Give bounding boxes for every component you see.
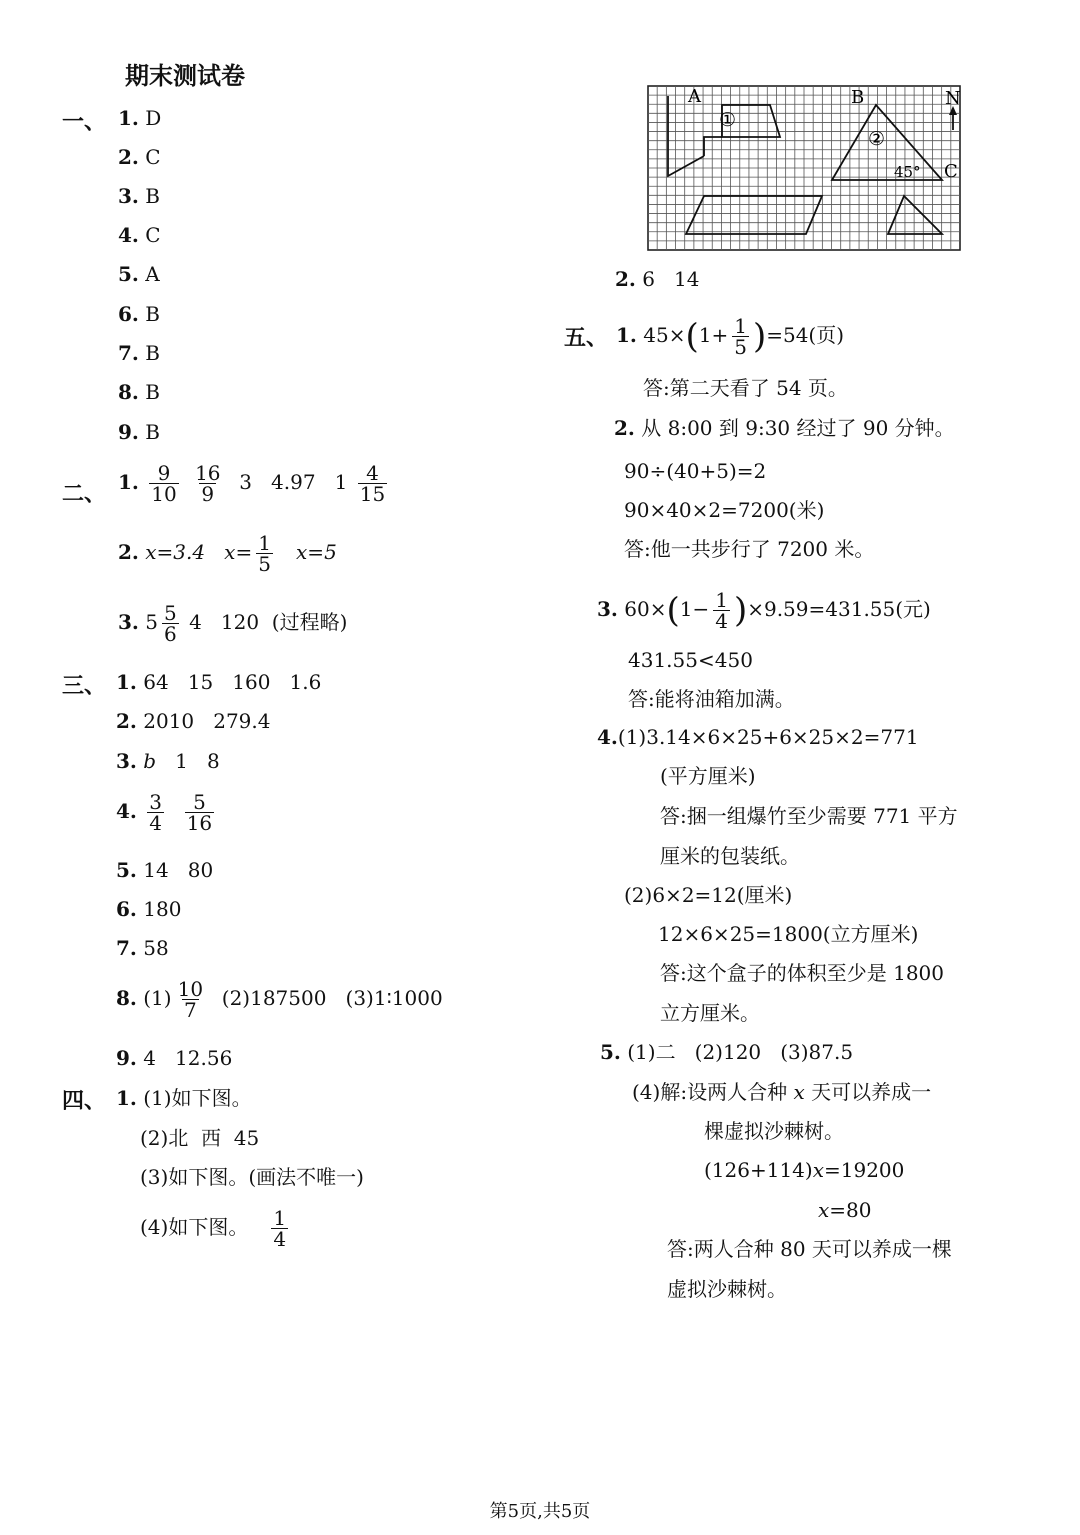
- page-footer: 第5页,共5页: [489, 1501, 591, 1522]
- answer-2-2: 2. x=3.4 x= $\frac{1}{5}$ x=5: [118, 531, 337, 576]
- answer-5-5: 5. (1)二 (2)120 (3)87.5: [600, 1040, 854, 1064]
- answer-5-4: 4.(1)3.14×6×25+6×25×2=771: [597, 725, 919, 749]
- answer-5-4-l8: 立方厘米。: [660, 1001, 760, 1025]
- answer-5-4-l7: 答:这个盒子的体积至少是 1800: [660, 961, 944, 985]
- fraction: $\frac{1}{4}$: [273, 1206, 287, 1251]
- answer-3-2: 2. 2010 279.4: [116, 709, 271, 733]
- answer-5-5-l3: 棵虚拟沙棘树。: [704, 1119, 844, 1143]
- fraction: $\frac{4}{15}$: [359, 461, 386, 506]
- answer-3-7: 7. 58: [116, 936, 169, 960]
- section-label-5: 五、: [564, 325, 609, 351]
- answer-5-4-l4: 厘米的包装纸。: [660, 844, 800, 868]
- shape-2: [832, 105, 942, 180]
- list-item: 6. B: [118, 302, 160, 326]
- fraction: $\frac{9}{10}$: [151, 461, 177, 506]
- answer-3-6: 6. 180: [116, 897, 182, 921]
- answer-5-4-l5: (2)6×2=12(厘米): [624, 883, 793, 907]
- marker-2: ②: [868, 128, 886, 150]
- list-item: 2. C: [118, 145, 161, 169]
- answer-3-4: 4. $\frac{3}{4}$ $\frac{5}{16}$: [116, 790, 213, 835]
- fraction: $\frac{1}{4}$: [715, 588, 728, 633]
- grid-figure: [646, 84, 962, 252]
- section-label-4: 四、: [62, 1088, 107, 1114]
- angle-label: 45°: [894, 163, 921, 181]
- list-item: 3. B: [118, 184, 160, 208]
- answer-2-1: 1. $\frac{9}{10}$ $\frac{16}{9}$ 3 4.97 1 $\frac{4}{15}$: [118, 461, 386, 506]
- list-item: 8. B: [118, 380, 160, 404]
- answer-5-4-l3: 答:捆一组爆竹至少需要 771 平方: [660, 804, 958, 828]
- list-item: 1. D: [118, 106, 162, 130]
- answer-5-2-l4: 答:他一共步行了 7200 米。: [624, 537, 875, 561]
- answer-4-1-2: (2)北 西 45: [140, 1126, 260, 1150]
- answer-5-5-l2: (4)解:设两人合种 x 天可以养成一: [632, 1080, 932, 1104]
- answer-5-5-l6: 答:两人合种 80 天可以养成一棵: [667, 1237, 952, 1261]
- answer-5-2-l3: 90×40×2=7200(米): [624, 498, 825, 522]
- fraction: $\frac{3}{4}$: [149, 790, 162, 835]
- answer-3-1: 1. 64 15 160 1.6: [116, 670, 322, 694]
- answer-5-5-l5: x=80: [818, 1198, 872, 1222]
- list-item: 7. B: [118, 341, 160, 365]
- answer-3-9: 9. 4 12.56: [116, 1046, 233, 1070]
- list-item: 4. C: [118, 223, 161, 247]
- fraction: $\frac{10}{7}$: [177, 977, 204, 1022]
- answer-3-3: 3. b 1 8: [116, 749, 220, 773]
- answer-5-5-l7: 虚拟沙棘树。: [667, 1277, 787, 1301]
- answer-4-2: 2. 6 14: [615, 267, 700, 291]
- fraction: $\frac{1}{5}$: [258, 531, 271, 576]
- fraction: $\frac{5}{16}$: [186, 790, 213, 835]
- answer-4-1-3: (3)如下图。(画法不唯一): [140, 1165, 364, 1189]
- answer-3-8: 8. (1) $\frac{10}{7}$ (2)187500 (3)1∶1000: [116, 977, 443, 1022]
- answer-5-3-l3: 答:能将油箱加满。: [628, 687, 795, 711]
- shape-a-link: [704, 137, 722, 156]
- fraction: $\frac{1}{5}$: [734, 314, 747, 359]
- answer-5-4-l2: (平方厘米): [660, 764, 756, 788]
- label-c: C: [944, 161, 958, 182]
- answer-4-1-4: (4)如下图。 $\frac{1}{4}$: [140, 1206, 287, 1251]
- page-title: 期末测试卷: [125, 61, 245, 90]
- list-item: 9. B: [118, 420, 160, 444]
- section-label-2: 二、: [62, 481, 107, 507]
- answer-5-2: 2. 从 8:00 到 9:30 经过了 90 分钟。: [614, 416, 955, 440]
- answer-5-1: 1. 45×(1+ $\frac{1}{5}$ )=54(页): [616, 314, 845, 359]
- answer-5-5-l4: (126+114)x=19200: [704, 1158, 905, 1182]
- shape-a-left: [668, 96, 704, 176]
- fraction: $\frac{16}{9}$: [195, 461, 221, 506]
- fraction: $\frac{5}{6}$: [163, 601, 177, 646]
- parallelogram: [686, 196, 822, 234]
- answer-5-1-ans: 答:第二天看了 54 页。: [643, 376, 848, 400]
- answer-3-5: 5. 14 80: [116, 858, 214, 882]
- list-item: 5. A: [118, 262, 160, 286]
- section-label-1: 一、: [62, 109, 107, 135]
- answer-4-1-1: 1. (1)如下图。: [116, 1086, 252, 1110]
- label-n: N: [945, 88, 961, 109]
- answer-5-3: 3. 60×(1− $\frac{1}{4}$ )×9.59=431.55(元): [597, 588, 931, 633]
- label-a: A: [688, 86, 701, 107]
- label-b: B: [851, 87, 865, 108]
- answer-5-2-l2: 90÷(40+5)=2: [624, 459, 767, 483]
- answer-5-3-l2: 431.55<450: [628, 648, 753, 672]
- answer-5-4-l6: 12×6×25=1800(立方厘米): [658, 922, 919, 946]
- marker-1: ①: [719, 109, 737, 131]
- section-label-3: 三、: [62, 673, 107, 699]
- answer-2-3: 3. 5 $\frac{5}{6}$ 4 120 (过程略): [118, 601, 348, 646]
